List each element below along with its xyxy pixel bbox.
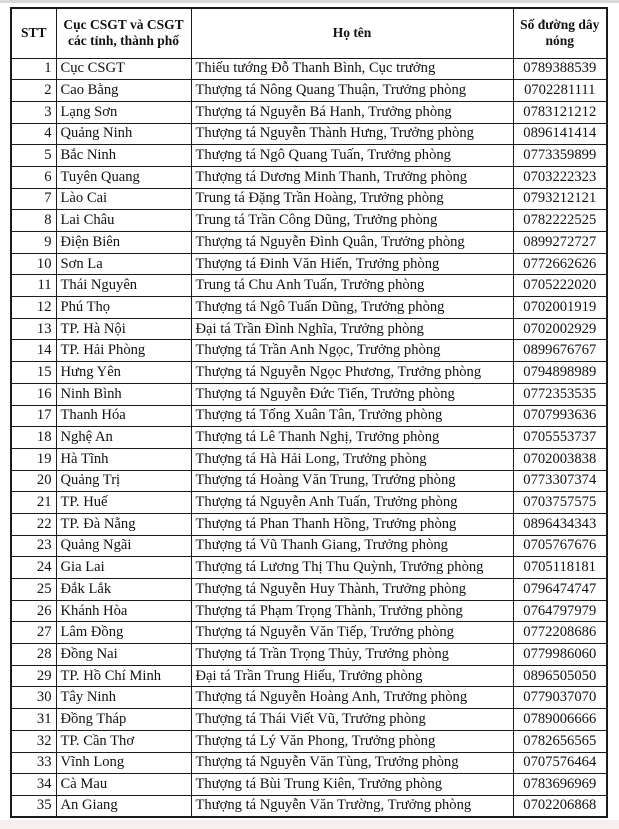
name-cell: Thượng tá Bùi Trung Kiên, Trưởng phòng (191, 774, 513, 796)
unit-cell: Thái Nguyên (56, 275, 191, 297)
unit-cell: Quảng Trị (56, 470, 191, 492)
name-cell: Thượng tá Trần Anh Ngọc, Trưởng phòng (191, 340, 513, 362)
stt-cell: 2 (11, 80, 56, 102)
table-row (11, 80, 607, 102)
unit-cell: Lâm Đồng (56, 622, 191, 644)
hotline-cell: 0779037070 (513, 687, 607, 709)
stt-cell: 31 (11, 709, 56, 731)
stt-cell: 19 (11, 448, 56, 470)
stt-cell: 4 (11, 123, 56, 145)
hotline-cell: 0783696969 (513, 774, 607, 796)
name-cell: Thượng tá Nguyễn Anh Tuấn, Trưởng phòng (191, 492, 513, 514)
unit-cell: Thanh Hóa (56, 405, 191, 427)
hotline-cell: 0702002929 (513, 318, 607, 340)
hotline-cell: 0772353535 (513, 383, 607, 405)
header-row (11, 8, 607, 58)
stt-cell: 7 (11, 188, 56, 210)
table-row (11, 665, 607, 687)
hotline-cell: 0896141414 (513, 123, 607, 145)
table-row (11, 752, 607, 774)
unit-cell: Vĩnh Long (56, 752, 191, 774)
stt-cell: 32 (11, 730, 56, 752)
unit-cell: Nghệ An (56, 427, 191, 449)
name-cell: Thượng tá Lý Văn Phong, Trưởng phòng (191, 730, 513, 752)
unit-cell: Tây Ninh (56, 687, 191, 709)
hotline-cell: 0783121212 (513, 101, 607, 123)
hotline-cell: 0772662626 (513, 253, 607, 275)
unit-cell: Lạng Sơn (56, 101, 191, 123)
stt-cell: 10 (11, 253, 56, 275)
hotline-cell: 0702001919 (513, 297, 607, 319)
table-row (11, 318, 607, 340)
table-row (11, 123, 607, 145)
stt-cell: 11 (11, 275, 56, 297)
unit-cell: Gia Lai (56, 557, 191, 579)
table-row (11, 427, 607, 449)
stt-cell: 3 (11, 101, 56, 123)
stt-cell: 20 (11, 470, 56, 492)
hotline-directory-table (10, 7, 608, 818)
stt-cell: 23 (11, 535, 56, 557)
hotline-cell: 0764797979 (513, 600, 607, 622)
name-cell: Thượng tá Ngô Tuấn Dũng, Trưởng phòng (191, 297, 513, 319)
table-header (11, 8, 607, 58)
unit-cell: Bắc Ninh (56, 145, 191, 167)
stt-cell: 14 (11, 340, 56, 362)
table-body (11, 58, 607, 817)
hotline-cell: 0782222525 (513, 210, 607, 232)
name-cell: Thượng tá Đinh Văn Hiến, Trưởng phòng (191, 253, 513, 275)
stt-cell: 17 (11, 405, 56, 427)
unit-cell: Đồng Tháp (56, 709, 191, 731)
unit-cell: TP. Hồ Chí Minh (56, 665, 191, 687)
hotline-cell: 0703222323 (513, 166, 607, 188)
unit-cell: Lào Cai (56, 188, 191, 210)
hotline-cell: 0789006666 (513, 709, 607, 731)
stt-cell: 25 (11, 579, 56, 601)
hotline-cell: 0779986060 (513, 644, 607, 666)
table-row (11, 58, 607, 80)
hotline-cell: 0782656565 (513, 730, 607, 752)
unit-cell: Quảng Ngãi (56, 535, 191, 557)
hotline-cell: 0899676767 (513, 340, 607, 362)
name-cell: Thượng tá Nguyễn Huy Thành, Trưởng phòng (191, 579, 513, 601)
unit-cell: Quảng Ninh (56, 123, 191, 145)
name-cell: Thượng tá Nguyễn Văn Tiếp, Trưởng phòng (191, 622, 513, 644)
stt-cell: 24 (11, 557, 56, 579)
stt-cell: 21 (11, 492, 56, 514)
table-row (11, 644, 607, 666)
table-row (11, 253, 607, 275)
table-row (11, 709, 607, 731)
hotline-cell: 0702003838 (513, 448, 607, 470)
name-cell: Thượng tá Nguyễn Văn Trường, Trưởng phòng (191, 795, 513, 817)
hotline-cell: 0899272727 (513, 232, 607, 254)
table-row (11, 600, 607, 622)
name-cell: Thượng tá Phạm Trọng Thành, Trưởng phòng (191, 600, 513, 622)
table-row (11, 362, 607, 384)
hotline-cell: 0705222020 (513, 275, 607, 297)
unit-cell: Đắk Lắk (56, 579, 191, 601)
name-cell: Thượng tá Hà Hải Long, Trưởng phòng (191, 448, 513, 470)
name-cell: Thiếu tướng Đỗ Thanh Bình, Cục trưởng (191, 58, 513, 80)
unit-cell: TP. Cần Thơ (56, 730, 191, 752)
table-row (11, 579, 607, 601)
unit-cell: Hà Tĩnh (56, 448, 191, 470)
name-cell: Thượng tá Nguyễn Bá Hanh, Trưởng phòng (191, 101, 513, 123)
header-unit: Cục CSGT và CSGT các tỉnh, thành phố (56, 8, 191, 58)
name-cell: Thượng tá Lương Thị Thu Quỳnh, Trưởng phòng (191, 557, 513, 579)
hotline-cell: 0789388539 (513, 58, 607, 80)
name-cell: Thượng tá Nguyễn Văn Tùng, Trưởng phòng (191, 752, 513, 774)
stt-cell: 1 (11, 58, 56, 80)
hotline-cell: 0705767676 (513, 535, 607, 557)
table-row (11, 513, 607, 535)
stt-cell: 6 (11, 166, 56, 188)
table-row (11, 405, 607, 427)
hotline-cell: 0702281111 (513, 80, 607, 102)
name-cell: Thượng tá Nguyễn Thành Hưng, Trưởng phòng (191, 123, 513, 145)
table-row (11, 774, 607, 796)
hotline-cell: 0896434343 (513, 513, 607, 535)
hotline-cell: 0773307374 (513, 470, 607, 492)
table-row (11, 730, 607, 752)
stt-cell: 33 (11, 752, 56, 774)
table-row (11, 232, 607, 254)
unit-cell: Lai Châu (56, 210, 191, 232)
header-hotline: Số đường dây nóng (513, 8, 607, 58)
stt-cell: 5 (11, 145, 56, 167)
table-row (11, 210, 607, 232)
table-row (11, 145, 607, 167)
table-row (11, 340, 607, 362)
stt-cell: 28 (11, 644, 56, 666)
name-cell: Trung tá Đặng Trần Hoàng, Trưởng phòng (191, 188, 513, 210)
stt-cell: 30 (11, 687, 56, 709)
table-row (11, 535, 607, 557)
name-cell: Trung tá Trần Công Dũng, Trưởng phòng (191, 210, 513, 232)
hotline-cell: 0772208686 (513, 622, 607, 644)
stt-cell: 18 (11, 427, 56, 449)
unit-cell: Phú Thọ (56, 297, 191, 319)
stt-cell: 12 (11, 297, 56, 319)
name-cell: Thượng tá Thái Viết Vũ, Trưởng phòng (191, 709, 513, 731)
header-name: Họ tên (191, 8, 513, 58)
name-cell: Thượng tá Phan Thanh Hồng, Trưởng phòng (191, 513, 513, 535)
name-cell: Thượng tá Vũ Thanh Giang, Trưởng phòng (191, 535, 513, 557)
stt-cell: 29 (11, 665, 56, 687)
stt-cell: 8 (11, 210, 56, 232)
hotline-cell: 0707576464 (513, 752, 607, 774)
unit-cell: An Giang (56, 795, 191, 817)
stt-cell: 13 (11, 318, 56, 340)
unit-cell: Cà Mau (56, 774, 191, 796)
stt-cell: 9 (11, 232, 56, 254)
name-cell: Thượng tá Nguyễn Hoàng Anh, Trưởng phòng (191, 687, 513, 709)
table-row (11, 297, 607, 319)
name-cell: Thượng tá Tống Xuân Tân, Trưởng phòng (191, 405, 513, 427)
stt-cell: 27 (11, 622, 56, 644)
name-cell: Trung tá Chu Anh Tuấn, Trưởng phòng (191, 275, 513, 297)
hotline-cell: 0702206868 (513, 795, 607, 817)
name-cell: Thượng tá Hoàng Văn Trung, Trưởng phòng (191, 470, 513, 492)
name-cell: Thượng tá Trần Trọng Thủy, Trưởng phòng (191, 644, 513, 666)
table-row (11, 383, 607, 405)
name-cell: Thượng tá Nguyễn Đức Tiến, Trưởng phòng (191, 383, 513, 405)
hotline-cell: 0773359899 (513, 145, 607, 167)
stt-cell: 34 (11, 774, 56, 796)
table-row (11, 557, 607, 579)
stt-cell: 16 (11, 383, 56, 405)
header-stt: STT (11, 8, 56, 58)
unit-cell: Cao Bằng (56, 80, 191, 102)
stt-cell: 22 (11, 513, 56, 535)
table-row (11, 492, 607, 514)
stt-cell: 15 (11, 362, 56, 384)
unit-cell: Hưng Yên (56, 362, 191, 384)
name-cell: Thượng tá Dương Minh Thanh, Trưởng phòng (191, 166, 513, 188)
name-cell: Thượng tá Nguyễn Đình Quân, Trưởng phòng (191, 232, 513, 254)
page-top-strip (0, 0, 619, 3)
stt-cell: 35 (11, 795, 56, 817)
name-cell: Thượng tá Nguyễn Ngọc Phương, Trưởng phòng (191, 362, 513, 384)
unit-cell: TP. Hải Phòng (56, 340, 191, 362)
hotline-cell: 0794898989 (513, 362, 607, 384)
table-row (11, 275, 607, 297)
unit-cell: TP. Đà Nẵng (56, 513, 191, 535)
unit-cell: TP. Huế (56, 492, 191, 514)
table-row (11, 795, 607, 817)
unit-cell: Đồng Nai (56, 644, 191, 666)
unit-cell: Tuyên Quang (56, 166, 191, 188)
name-cell: Thượng tá Ngô Quang Tuấn, Trưởng phòng (191, 145, 513, 167)
hotline-cell: 0703757575 (513, 492, 607, 514)
page-bottom-strip (0, 820, 619, 829)
name-cell: Đại tá Trần Trung Hiếu, Trưởng phòng (191, 665, 513, 687)
table-row (11, 470, 607, 492)
hotline-cell: 0707993636 (513, 405, 607, 427)
name-cell: Thượng tá Nông Quang Thuận, Trưởng phòng (191, 80, 513, 102)
table-row (11, 101, 607, 123)
unit-cell: Cục CSGT (56, 58, 191, 80)
unit-cell: TP. Hà Nội (56, 318, 191, 340)
table-row (11, 448, 607, 470)
unit-cell: Điện Biên (56, 232, 191, 254)
name-cell: Thượng tá Lê Thanh Nghị, Trưởng phòng (191, 427, 513, 449)
unit-cell: Sơn La (56, 253, 191, 275)
unit-cell: Khánh Hòa (56, 600, 191, 622)
stt-cell: 26 (11, 600, 56, 622)
hotline-cell: 0896505050 (513, 665, 607, 687)
hotline-cell: 0793212121 (513, 188, 607, 210)
hotline-cell: 0796474747 (513, 579, 607, 601)
table-row (11, 687, 607, 709)
name-cell: Đại tá Trần Đình Nghĩa, Trưởng phòng (191, 318, 513, 340)
table-row (11, 166, 607, 188)
hotline-cell: 0705553737 (513, 427, 607, 449)
hotline-cell: 0705118181 (513, 557, 607, 579)
table-row (11, 188, 607, 210)
table-row (11, 622, 607, 644)
unit-cell: Ninh Bình (56, 383, 191, 405)
